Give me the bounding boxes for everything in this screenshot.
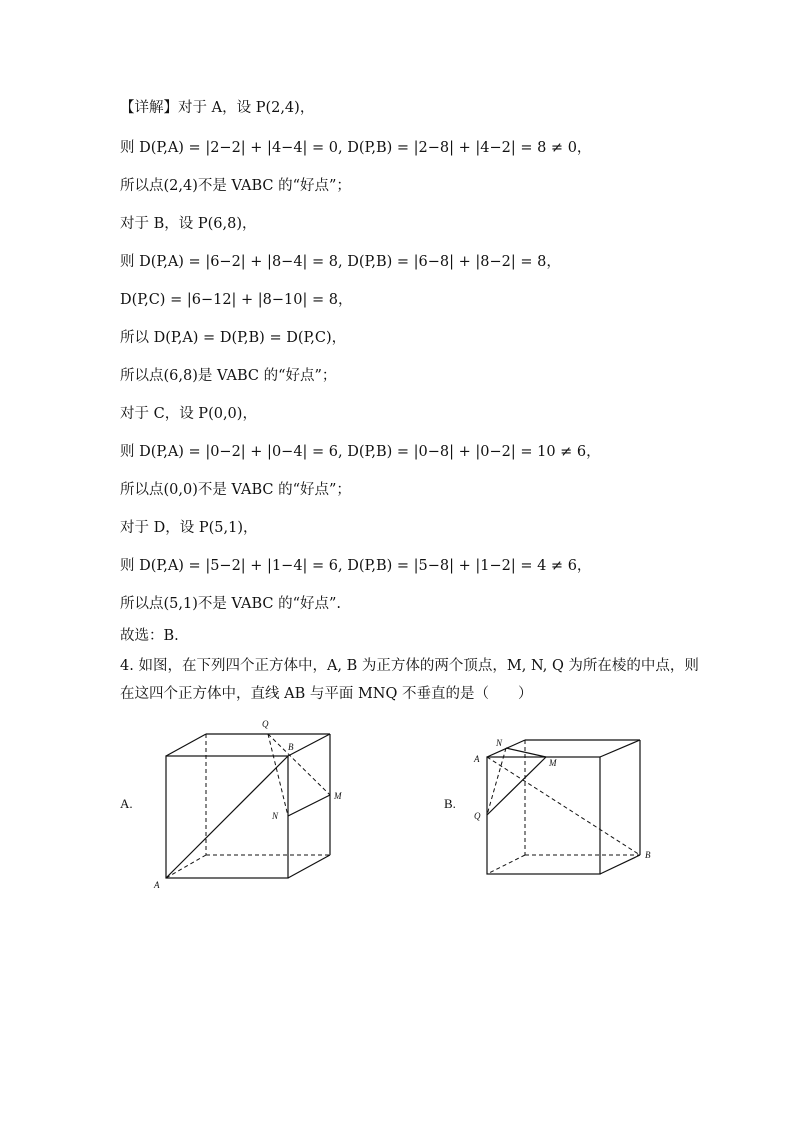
cube-figure-b <box>470 734 670 884</box>
point-m-label: M <box>334 791 342 801</box>
text-line-15: 故选：B. <box>120 628 179 644</box>
text-line-14: 所以点(5,1)不是 VABC 的“好点”. <box>120 596 342 612</box>
question-line-1: 4. 如图，在下列四个正方体中，A, B 为正方体的两个顶点，M, N, Q 为所在棱的中点，则 <box>120 658 699 674</box>
text-line-2: 则 D(P,A) = |2−2| + |4−4| = 0, D(P,B) = |2−8| + |4−2| = 8 ≠ 0， <box>120 140 592 156</box>
point-b-label: B <box>645 850 651 860</box>
text-line-9: 对于 C，设 P(0,0)， <box>120 406 257 422</box>
point-b-label: B <box>288 742 294 752</box>
point-n-label: N <box>272 811 279 821</box>
text-line-4: 对于 B，设 P(6,8)， <box>120 216 257 232</box>
point-q-label: Q <box>262 719 269 729</box>
text-line-3: 所以点(2,4)不是 VABC 的“好点”； <box>120 178 351 194</box>
point-a-label: A <box>154 880 160 890</box>
point-q-label: Q <box>474 811 481 821</box>
point-m-label: M <box>549 758 557 768</box>
figure-b-label: B. <box>444 796 456 811</box>
text-line-11: 所以点(0,0)不是 VABC 的“好点”； <box>120 482 351 498</box>
text-line-5: 则 D(P,A) = |6−2| + |8−4| = 8, D(P,B) = |6−8| + |8−2| = 8， <box>120 254 561 270</box>
question-line-2: 在这四个正方体中，直线 AB 与平面 MNQ 不垂直的是（ ） <box>120 686 533 702</box>
text-line-10: 则 D(P,A) = |0−2| + |0−4| = 6, D(P,B) = |0−8| + |0−2| = 10 ≠ 6， <box>120 444 601 460</box>
text-line-1: 【详解】对于 A，设 P(2,4)， <box>120 100 315 116</box>
text-line-12: 对于 D，设 P(5,1)， <box>120 520 258 536</box>
text-line-7: 所以 D(P,A) = D(P,B) = D(P,C)， <box>120 330 347 346</box>
point-a-label: A <box>474 754 480 764</box>
cube-figure-a <box>150 712 360 892</box>
point-n-label: N <box>496 738 503 748</box>
text-line-8: 所以点(6,8)是 VABC 的“好点”； <box>120 368 337 384</box>
text-line-13: 则 D(P,A) = |5−2| + |1−4| = 6, D(P,B) = |5−8| + |1−2| = 4 ≠ 6， <box>120 558 592 574</box>
text-line-6: D(P,C) = |6−12| + |8−10| = 8， <box>120 292 353 308</box>
figure-a-label: A. <box>120 796 133 811</box>
